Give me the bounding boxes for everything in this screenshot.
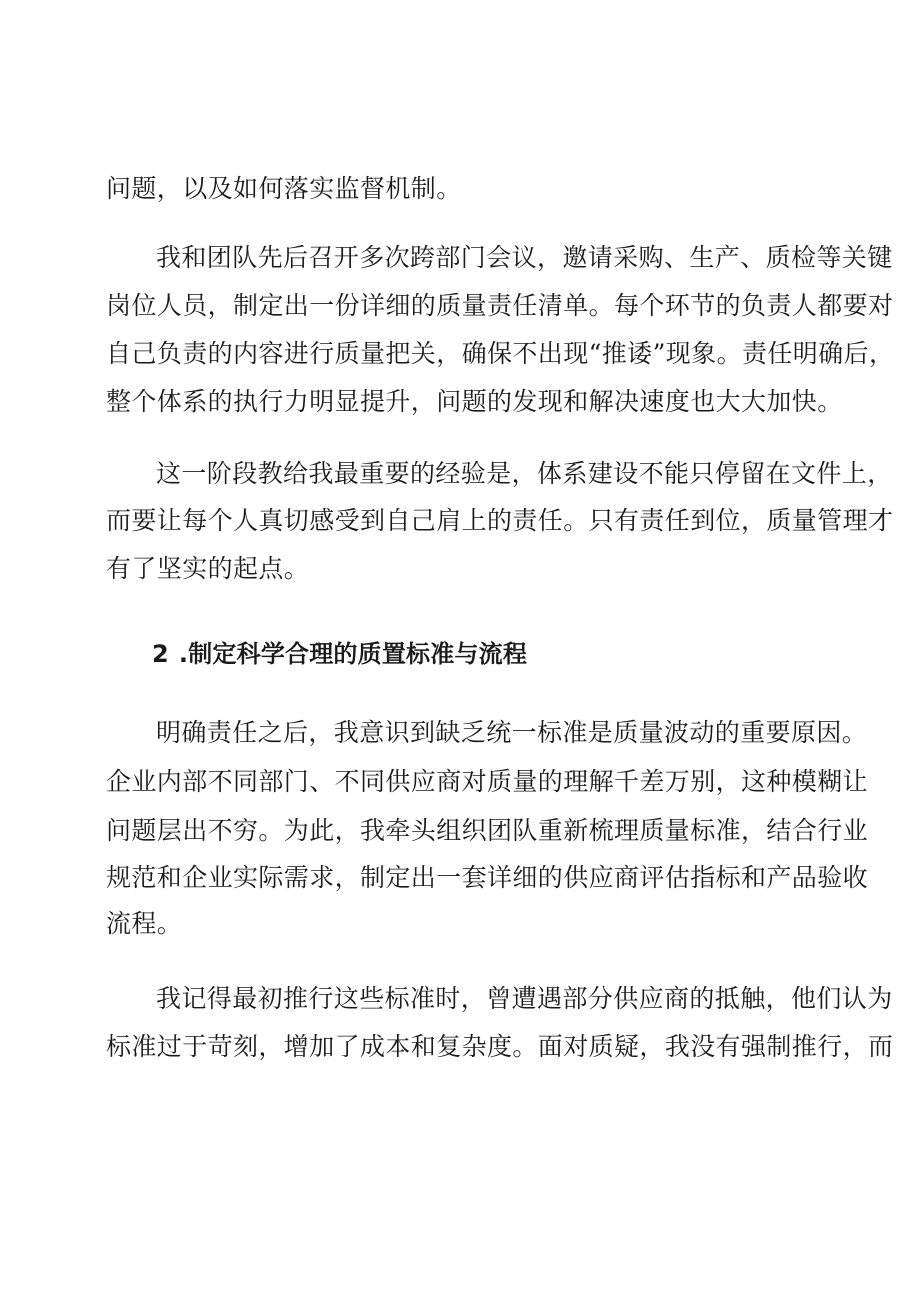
section-heading xyxy=(152,638,527,670)
paragraph-line: 明确责任之后，我意识到缺乏统一标准是质量波动的重要原因。 xyxy=(156,718,868,747)
paragraph-line: 我和团队先后召开多次跨部门会议，邀请采购、生产、质检等关键 xyxy=(156,243,893,272)
paragraph-line: 而要让每个人真切感受到自己肩上的责任。只有责任到位，质量管理才 xyxy=(106,506,894,535)
section-number: 2 xyxy=(152,640,169,668)
paragraph-line: 问题，以及如何落实监督机制。 xyxy=(106,174,462,203)
paragraph-line: 问题层出不穷。为此，我牵头组织团队重新梳理质量标准，结合行业 xyxy=(106,816,869,845)
paragraph-line: 企业内部不同部门、不同供应商对质量的理解千差万别，这种模糊让 xyxy=(106,767,869,796)
section-title: .制定科学合理的质置标准与流程 xyxy=(178,640,528,668)
paragraph-line: 规范和企业实际需求，制定出一套详细的供应商评估指标和产品验收 xyxy=(106,863,869,892)
paragraph-line: 整个体系的执行力明显提升，问题的发现和解决速度也大大加快。 xyxy=(106,387,843,416)
paragraph-line: 我记得最初推行这些标准时，曾遭遇部分供应商的抵触，他们认为 xyxy=(156,984,893,1013)
paragraph-line: 自己负责的内容进行质量把关，确保不出现“推诿”现象。责任明确后， xyxy=(106,339,895,368)
paragraph-line: 流程。 xyxy=(106,909,183,938)
paragraph-line: 这一阶段教给我最重要的经验是，体系建设不能只停留在文件上， xyxy=(156,459,893,488)
paragraph-line: 有了坚实的起点。 xyxy=(106,554,310,583)
paragraph-line: 岗位人员，制定出一份详细的质量责任清单。每个环节的负责人都要对 xyxy=(106,291,894,320)
paragraph-line: 标准过于苛刻，增加了成本和复杂度。面对质疑，我没有强制推行，而 xyxy=(106,1032,894,1061)
